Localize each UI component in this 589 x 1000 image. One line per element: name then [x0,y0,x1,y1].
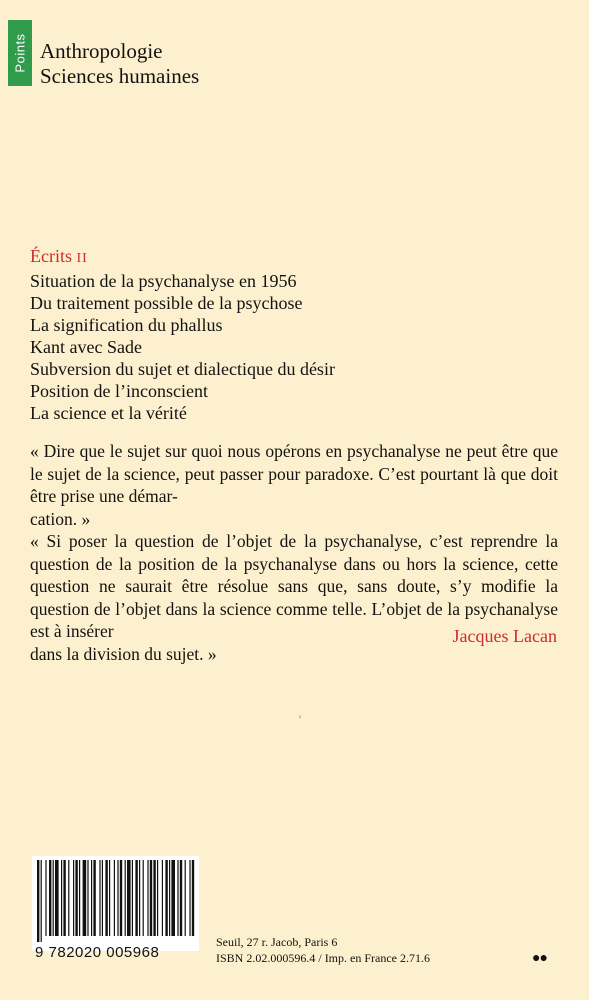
book-title-numeral: II [76,251,88,266]
contents-item: La signification du phallus [30,315,223,335]
barcode-bars [35,860,197,942]
book-title-word: Écrits [30,246,72,266]
barcode-bar [143,860,144,936]
barcode-bar [87,860,88,936]
barcode-bar [45,860,46,936]
quote-paragraph-2-end: dans la division du sujet. » [30,643,217,664]
barcode-bar [135,860,137,936]
barcode-bar [114,860,115,936]
contents-list [30,245,335,424]
barcode-bar [189,860,190,936]
barcode-bar [153,860,155,936]
publisher-isbn-line [216,950,430,966]
barcode-bar [91,860,92,936]
barcode-bar [68,860,69,936]
series-line-1: Anthropologie [40,39,163,63]
barcode-bar [165,860,167,936]
points-collection-tab [8,20,32,86]
series-heading [40,39,199,89]
barcode-bar [185,860,186,936]
quote-author: Jacques Lacan [452,626,557,646]
price-code-dots: ●● [532,951,547,966]
barcode-bar [79,860,80,936]
barcode-bar [99,860,100,936]
barcode-bar [171,860,175,936]
barcode-bar [180,860,182,936]
barcode-bar [132,860,133,936]
barcode-bar [75,860,77,936]
contents-item: Position de l’inconscient [30,381,208,401]
barcode-bar [102,860,103,936]
isbn-separator: / [318,951,322,965]
barcode-bar [192,860,194,936]
contents-item: La science et la vérité [30,403,187,423]
book-title [30,245,335,270]
barcode-bar [93,860,95,936]
barcode-bar [125,860,126,936]
contents-item: Subversion du sujet et dialectique du désir [30,359,335,379]
barcode-bar [55,860,59,936]
barcode [32,856,199,961]
barcode-bar [37,860,39,942]
barcode-bar [127,860,131,936]
series-line-2: Sciences humaines [40,64,200,88]
barcode-bar [105,860,107,936]
barcode-bar [41,860,42,942]
barcode-bar [177,860,178,936]
quote-paragraph-2: « Si poser la question de l’objet de la psychanalyse, c’est reprendre la question de la position de la psychanalyse dans ou hors la science, cette question ne saurait être résolue sans que, sans doute, s’y modifie la question de l’objet dans la science comme telle. L’objet de la psychanalyse est à insérer [30,531,558,641]
barcode-bar [147,860,148,936]
barcode-bar [150,860,152,936]
barcode-digits: 9 782020 005968 [35,944,160,961]
barcode-bar [157,860,158,936]
stray-mark: ‘ [298,712,302,726]
barcode-bar [120,860,122,936]
barcode-bar [109,860,110,936]
barcode-bar [83,860,87,936]
contents-item: Kant avec Sade [30,337,142,357]
contents-item: Du traitement possible de la psychose [30,293,303,313]
publisher-info [216,934,430,966]
quote-paragraph-1: « Dire que le sujet sur quoi nous opérons en psychanalyse ne peut être que le sujet de la science, peut passer pour paradoxe. C’est pourtant là que doit être prise une démar- [30,441,558,506]
barcode-bar [63,860,65,936]
barcode-bar [61,860,62,936]
isbn: ISBN 2.02.000596.4 [216,951,316,965]
barcode-bar [117,860,118,936]
barcode-bar [162,860,163,936]
barcode-bar [169,860,170,936]
barcode-bar [139,860,140,936]
quote-paragraph-1-end: cation. » [30,508,91,529]
barcode-bar [73,860,74,936]
publisher-address: Seuil, 27 r. Jacob, Paris 6 [216,935,338,949]
barcode-bar [53,860,54,936]
print-info: Imp. en France 2.71.6 [324,951,430,965]
barcode-bar [49,860,51,936]
contents-item: Situation de la psychanalyse en 1956 [30,271,297,291]
points-tab-label: Points [12,33,28,73]
